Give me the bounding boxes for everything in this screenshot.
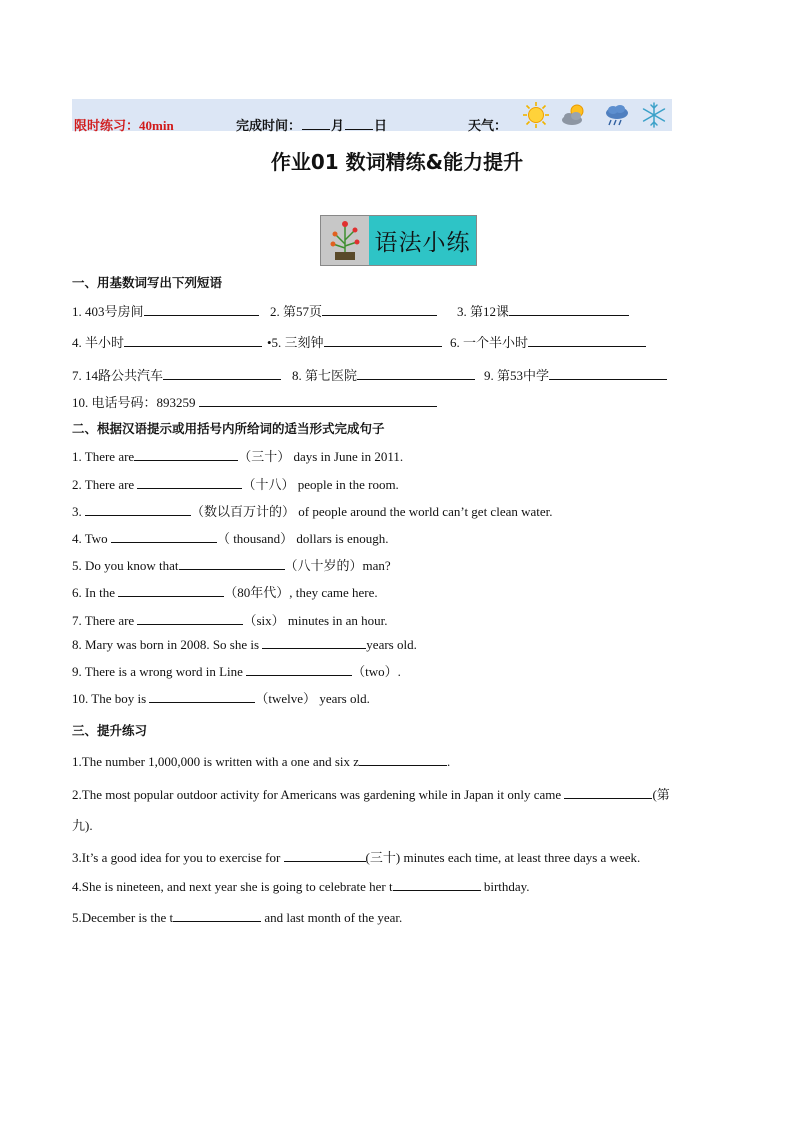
s3-item-blank[interactable] [284,849,366,862]
section2-heading: 二、根据汉语提示或用括号内所给词的适当形式完成句子 [72,421,385,436]
s2-item-blank[interactable] [246,663,352,676]
s3-item-text: 3.It’s a good idea for you to exercise for [72,850,284,865]
s2-item-hint: （80年代） [224,585,290,600]
s2-item-text: man? [362,558,391,573]
badge-label: 语法小练 [369,216,476,265]
s1-item-4-label: 4. 半小时 [72,335,125,350]
s2-item-text: 3. [72,504,85,519]
s1-item-3-label: 3. 第12课 [457,304,510,319]
s1-item-5 [267,332,442,351]
s2-item-text: 9. There is a wrong word in Line [72,664,247,679]
s1-item-10-label: 10. 电话号码：893259 [72,395,196,410]
s3-item-text: 2.The most popular outdoor activity for Americans was gardening while in Japan it only came [72,787,565,802]
s2-item-text: . [397,664,401,679]
weather-label: 天气： [468,118,508,133]
s2-item-hint: （ thousand） [216,531,294,546]
section3-heading: 三、提升练习 [72,723,148,738]
s3-item-text: (三十) minutes each time, at least three days a week. [365,850,641,865]
day-blank[interactable] [345,117,373,130]
s2-item-text: people in the room. [297,477,399,492]
s2-item-text: 4. Two [72,531,111,546]
month-label: 月 [331,118,345,133]
grammar-practice-badge [320,215,477,266]
s2-item-hint: （twelve） [255,691,317,706]
s1-item-5-blank[interactable] [324,334,442,347]
s2-item [72,474,399,493]
completion-time-prefix: 完成时间： [236,118,302,133]
s2-item-blank[interactable] [111,530,217,543]
s3-item-text: (第 [652,787,670,802]
s2-item-text: years old. [366,637,417,652]
s1-item-4 [72,332,262,351]
s1-item-1-blank[interactable] [144,303,259,316]
s1-item-8 [292,365,475,384]
s2-item-blank[interactable] [134,448,238,461]
s2-item-hint: （six） [243,613,285,628]
s2-item [72,528,388,547]
s3-item-text: 1.The number 1,000,000 is written with a one and six z [72,754,360,769]
s2-item-text: 5. Do you know that [72,558,179,573]
s2-item-hint: （数以百万计的） [191,504,296,519]
s2-item [72,688,370,707]
s3-item [72,753,450,770]
rain-cloud-icon[interactable] [603,101,631,129]
s2-item-text: years old. [319,691,370,706]
s2-item-text: minutes in an hour. [287,613,388,628]
s1-item-1 [72,301,259,320]
s1-item-6 [450,332,646,351]
s2-item-hint: （十八） [242,477,295,492]
s1-item-7-label: 7. 14路公共汽车 [72,368,164,383]
s3-item-text: and last month of the year. [261,910,403,925]
s2-item [72,582,378,601]
s1-item-8-label: 8. 第七医院 [292,368,358,383]
plant-icon [321,216,369,265]
s2-item-text: 10. The boy is [72,691,150,706]
s2-item-text: 2. There are [72,477,138,492]
s3-item-text: 5.December is the t [72,910,174,925]
section1-heading: 一、用基数词写出下列短语 [72,275,223,290]
s3-item-text: 4.She is nineteen, and next year she is going to celebrate her t [72,879,393,894]
s2-item-text: of people around the world can’t get clean water. [298,504,553,519]
s2-item-hint: （two） [352,664,398,679]
s2-item-blank[interactable] [137,612,243,625]
s3-item-text: birthday. [480,879,530,894]
s3-item-blank[interactable] [359,753,447,766]
s2-item-blank[interactable] [179,557,285,570]
s2-item-hint: （八十岁的） [284,558,363,573]
snowflake-icon[interactable] [640,101,668,129]
s1-item-7 [72,365,281,384]
sun-icon[interactable] [522,101,550,129]
s3-item-blank[interactable] [173,909,261,922]
s2-item-blank[interactable] [118,584,224,597]
s2-item [72,501,553,520]
s2-item-blank[interactable] [262,636,366,649]
s2-item-text: 7. There are [72,613,138,628]
s2-item [72,661,401,680]
s2-item-text: days in June in 2011. [293,449,404,464]
s2-item-blank[interactable] [149,690,255,703]
s1-item-2 [270,301,437,320]
s2-item-text: 6. In the [72,585,119,600]
s2-item [72,446,403,465]
s1-item-4-blank[interactable] [124,334,262,347]
s1-item-10-blank[interactable] [199,394,437,407]
s3-item-text: . [447,754,451,769]
s1-item-9 [484,365,667,384]
plant-picture [321,216,369,265]
s3-item [72,909,402,926]
s1-item-2-label: 2. 第57页 [270,304,323,319]
s3-item [72,784,670,803]
s2-item-text: 8. Mary was born in 2008. So she is [72,637,263,652]
s1-item-3 [457,301,629,320]
s3-item [72,878,530,895]
s3-item-continuation: 九). [72,818,93,833]
time-limit-label: 限时练习：40min [74,118,174,133]
s2-item-blank[interactable] [137,476,242,489]
month-blank[interactable] [302,117,330,130]
s1-item-8-blank[interactable] [357,367,475,380]
s1-item-5-label: •5. 三刻钟 [267,335,324,350]
s1-item-2-blank[interactable] [322,303,437,316]
s2-item-blank[interactable] [85,503,191,516]
s1-item-1-label: 1. 403号房间 [72,304,144,319]
s1-item-9-blank[interactable] [549,367,667,380]
s2-item-text: 1. There are [72,449,135,464]
s2-item-text: dollars is enough. [296,531,389,546]
s1-item-10 [72,392,437,411]
s3-item [72,847,640,866]
s2-item-text: , they came here. [289,585,378,600]
day-label: 日 [374,118,388,133]
s2-item [72,610,388,629]
s1-item-6-label: 6. 一个半小时 [450,335,529,350]
s2-item-hint: （三十） [238,449,291,464]
completion-time-label [236,115,387,134]
s1-item-9-label: 9. 第53中学 [484,368,550,383]
s1-item-7-blank[interactable] [163,367,281,380]
page-title: 作业01 数词精练&能力提升 [270,150,524,174]
partly-cloudy-icon[interactable] [560,101,588,129]
s3-item-blank[interactable] [393,878,481,891]
s1-item-6-blank[interactable] [528,334,646,347]
s2-item [72,636,417,653]
s3-item-blank[interactable] [564,786,652,799]
s2-item [72,555,391,574]
s1-item-3-blank[interactable] [509,303,629,316]
